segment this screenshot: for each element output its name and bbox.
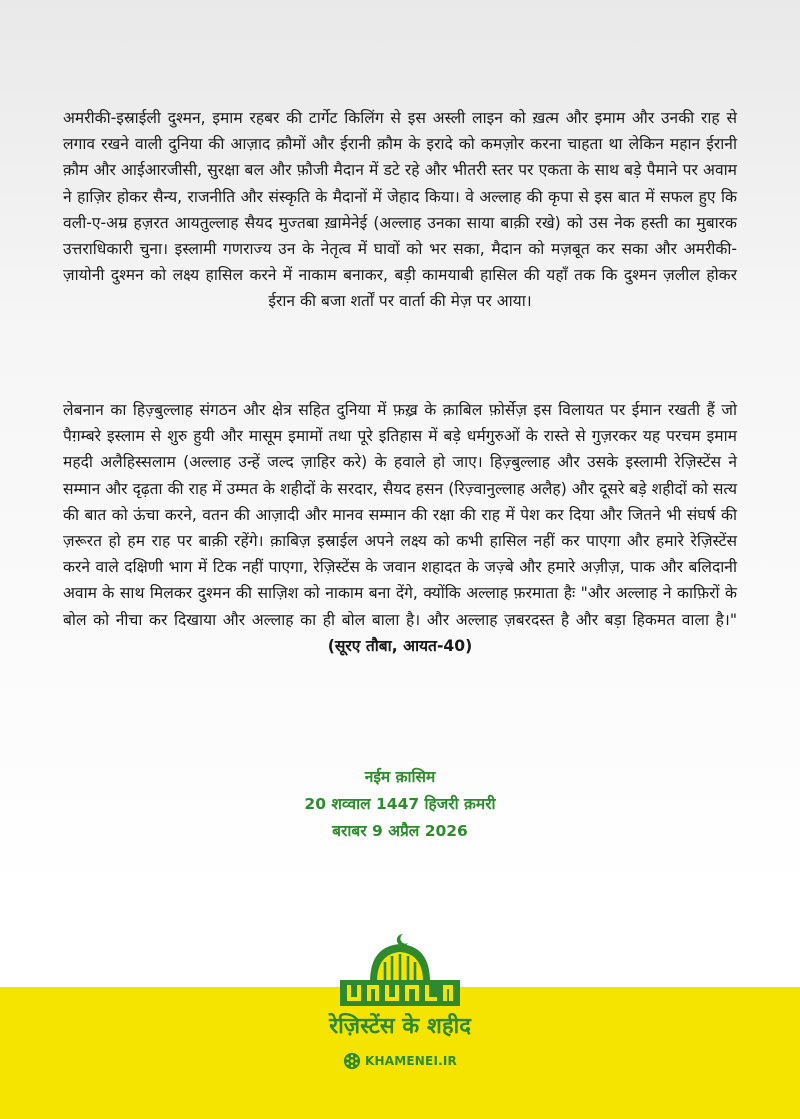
- paragraph-2: [63, 397, 737, 659]
- signature-gregorian-date: बराबर 9 अप्रैल 2026: [332, 822, 468, 840]
- resistance-martyrs-logo-icon: [325, 932, 475, 1012]
- signature-name: नईम क़ासिम: [364, 768, 436, 786]
- khamenei-emblem-icon: [343, 1052, 361, 1070]
- logo-caption: रेज़िस्टेंस के शहीद: [329, 1014, 471, 1039]
- quote-reference: (सूरए तौबा, आयत-40): [327, 636, 473, 655]
- paragraph-1: अमरीकी-इस्राईली दुश्मन, इमाम रहबर की टार्गेट किलिंग से इस अस्ली लाइन को ख़त्म और इमाम और उनकी राह से लगाव रखने वाली दुनिया की आज़ाद क़ौमों और ईरानी क़ौम के इरादे को कमज़ोर करना चाहता था लेकिन महान ईरानी क़ौम और आईआरजीसी, सुरक्षा बल और फ़ौजी मैदान में डटे रहे और भीतरी स्तर पर एकता के साथ बड़े पैमाने पर अवाम ने हाज़िर होकर सैन्य, राजनीति और संस्कृति के मैदानों में जेहाद किया। वे अल्लाह की कृपा से इस बात में सफल हुए कि वली-ए-अम्र हज़रत आयतुल्लाह सैयद मुज्तबा ख़ामेनेई (अल्लाह उनका साया बाक़ी रखे) को उस नेक हस्ती का मुबारक उत्तराधिकारी चुना। इस्लामी गणराज्य उन के नेतृत्व में घावों को भर सका, मैदान को मज़बूत कर सका और अमरीकी-ज़ायोनी दुश्मन को लक्ष्य हासिल करने में नाकाम बनाकर, बड़ी कामयाबी हासिल की यहाँ तक कि दुश्मन ज़लील होकर ईरान की बजा शर्तों पर वार्ता की मेज़ पर आया।: [63, 109, 737, 311]
- brand-mark: [0, 1052, 800, 1070]
- signature-hijri-date: 20 शव्वाल 1447 हिजरी क़मरी: [304, 795, 496, 813]
- brand-name: KHAMENEI.IR: [365, 1054, 457, 1068]
- signature-block: [0, 764, 800, 845]
- paragraph-2-text: लेबनान का हिज़्बुल्लाह संगठन और क्षेत्र सहित दुनिया में फ़ख़्र के क़ाबिल फ़ोर्सेज़ इस विलायत पर ईमान रखती हैं जो पैग़म्बरे इस्लाम से शुरु हुयी और मासूम इमामों तथा पूरे इतिहास में बड़े धर्मगुरुओं के रास्ते से गुज़रकर यह परचम इमाम महदी अलैहिस्सलाम (अल्लाह उन्हें जल्द ज़ाहिर करे) के हवाले हो जाए। हिज़्बुल्लाह और उसके इस्लामी रेज़िस्टेंस ने सम्मान और दृढ़ता की राह में उम्मत के शहीदों के सरदार, सैयद हसन (रिज़्वानुल्लाह अलैह) और दूसरे बड़े शहीदों को सत्य की बात को ऊंचा करने, वतन की आज़ादी और मानव सम्मान की रक्षा की राह में पेश कर दिया और जितने भी संघर्ष की ज़रूरत हो हम राह पर बाक़ी रहेंगे। क़ाबिज़ इस्राईल अपने लक्ष्य को कभी हासिल नहीं कर पाएगा और हमारे रेज़िस्टेंस करने वाले दक्षिणी भाग में टिक नहीं पाएगा, रेज़िस्टेंस के जवान शहादत के जज़्बे और हमारे अज़ीज़, पाक और बलिदानी अवाम के साथ मिलकर दुश्मन की साज़िश को नाकाम बना देंगे, क्योंकि अल्लाह फ़रमाता हैः "और अल्लाह ने काफ़िरों के बोल को नीचा कर दिखाया और अल्लाह का ही बोल बाला है। और अल्लाह ज़बरदस्त है और बड़ा हिकमत वाला है।": [63, 401, 737, 629]
